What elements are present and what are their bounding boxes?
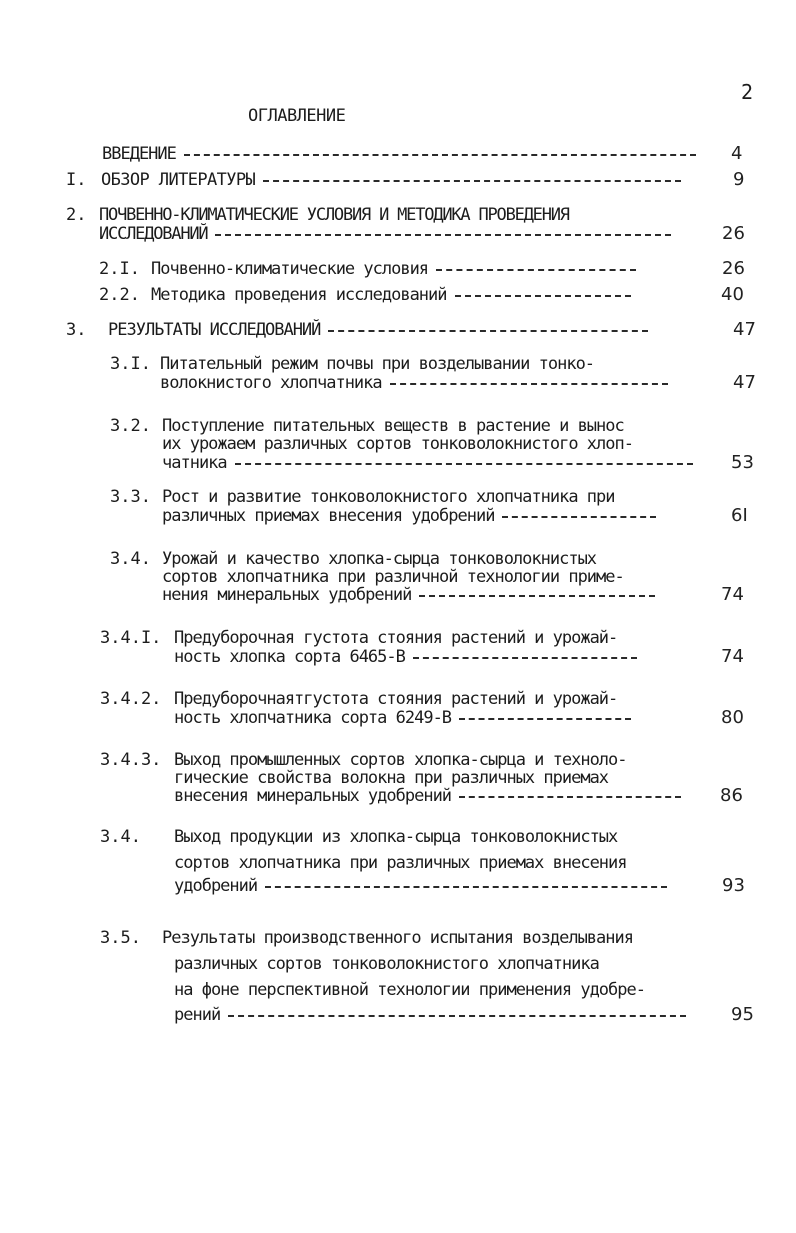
toc-section-number: 3.5. bbox=[100, 928, 141, 948]
toc-entry-title-cont: ность хлопка сорта 6465-В bbox=[174, 647, 405, 667]
leader-dots bbox=[455, 294, 631, 297]
toc-entry-title: Выход промышленных сортов хлопка-сырца и техноло- bbox=[174, 750, 627, 770]
toc-entry-title-cont: их урожаем различных сортов тонковолокнистого хлоп- bbox=[162, 434, 633, 454]
toc-entry-title-cont: волокнистого хлопчатника bbox=[160, 373, 382, 393]
leader-dots bbox=[459, 795, 681, 798]
toc-entry-title-cont: гические свойства волокна при различных приемах bbox=[174, 768, 609, 788]
toc-entry-title-cont: внесения минеральных удобрений bbox=[174, 786, 452, 806]
toc-page-number: 86 bbox=[720, 785, 743, 806]
leader-dots bbox=[390, 382, 668, 385]
toc-entry-title-cont: на фоне перспективной технологии применения удобре- bbox=[174, 980, 645, 1000]
leader-dots bbox=[419, 594, 655, 597]
toc-section-number: 2. bbox=[66, 205, 87, 225]
leader-dots bbox=[328, 329, 648, 332]
toc-page-number: 26 bbox=[722, 258, 745, 279]
toc-section-number: 2.2. bbox=[99, 285, 140, 305]
leader-dots bbox=[263, 179, 681, 182]
toc-entry-title-cont: различных сортов тонковолокнистого хлопчатника bbox=[174, 954, 599, 974]
toc-section-number: 2.I. bbox=[99, 259, 140, 279]
toc-entry-title: Результаты производственного испытания возделывания bbox=[162, 928, 633, 948]
toc-page-number: 74 bbox=[721, 584, 744, 605]
toc-page-number: 95 bbox=[731, 1004, 754, 1025]
toc-section-number: 3.4.I. bbox=[100, 628, 162, 648]
toc-section-number: I. bbox=[66, 170, 87, 190]
toc-section-number: 3.4.2. bbox=[100, 689, 162, 709]
toc-entry-title-cont: сортов хлопчатника при различных приемах внесения bbox=[174, 853, 627, 873]
leader-dots bbox=[436, 268, 636, 271]
toc-section-number: 3.3. bbox=[110, 487, 151, 507]
toc-entry-title: Методика проведения исследований bbox=[151, 285, 447, 305]
toc-entry-title-cont: ность хлопчатника сорта 6249-В bbox=[174, 708, 452, 728]
leader-dots bbox=[184, 153, 696, 156]
toc-entry-title: РЕЗУЛЬТАТЫ ИССЛЕДОВАНИЙ bbox=[108, 320, 321, 340]
leader-dots bbox=[413, 656, 637, 659]
toc-page-number: 53 bbox=[731, 452, 754, 473]
toc-page-number: 4 bbox=[731, 143, 743, 164]
toc-entry-title: Выход продукции из хлопка-сырца тонковолокнистых bbox=[174, 827, 618, 847]
toc-section-number: 3.4.3. bbox=[100, 750, 162, 770]
page-number: 2 bbox=[741, 80, 754, 104]
toc-page-number: 74 bbox=[721, 646, 744, 667]
toc-entry-title: Поступление питательных веществ в растение и вынос bbox=[162, 416, 624, 436]
leader-dots bbox=[215, 233, 671, 236]
leader-dots bbox=[502, 515, 656, 518]
toc-page-number: 40 bbox=[721, 284, 744, 305]
toc-entry-title: Предуборочная густота стояния растений и урожай- bbox=[174, 628, 618, 648]
toc-page-number: 80 bbox=[721, 707, 744, 728]
toc-entry-title-cont: ИССЛЕДОВАНИЙ bbox=[99, 224, 208, 244]
toc-page-number: 6I bbox=[731, 505, 748, 526]
toc-entry-title: ВВЕДЕНИЕ bbox=[102, 144, 176, 164]
toc-page-number: 47 bbox=[733, 372, 756, 393]
toc-entry-title: ПОЧВЕННО-КЛИМАТИЧЕСКИЕ УСЛОВИЯ И МЕТОДИКА ПРОВЕДЕНИЯ bbox=[99, 205, 569, 225]
leader-dots bbox=[235, 462, 693, 465]
toc-entry-title: Рост и развитие тонковолокнистого хлопчатника при bbox=[162, 487, 615, 507]
toc-entry-title-cont: удобрений bbox=[174, 876, 258, 896]
toc-section-number: 3.4. bbox=[110, 549, 151, 569]
toc-page-number: 9 bbox=[733, 169, 745, 190]
leader-dots bbox=[265, 885, 667, 888]
toc-section-number: 3. bbox=[66, 320, 87, 340]
toc-section-number: 3.4. bbox=[100, 827, 141, 847]
toc-entry-title: ОБЗОР ЛИТЕРАТУРЫ bbox=[101, 170, 256, 190]
toc-entry-title: Предуборочнаятгустота стояния растений и урожай- bbox=[174, 689, 618, 709]
toc-entry-title-cont: различных приемах внесения удобрений bbox=[162, 506, 495, 526]
toc-section-number: 3.I. bbox=[110, 354, 151, 374]
page-title: ОГЛАВЛЕНИЕ bbox=[248, 106, 346, 126]
toc-entry-title: Питательный режим почвы при возделывании тонко- bbox=[160, 354, 595, 374]
toc-page-number: 47 bbox=[733, 319, 756, 340]
leader-dots bbox=[459, 717, 631, 720]
leader-dots bbox=[228, 1014, 686, 1017]
toc-entry-title-cont: чатника bbox=[162, 453, 227, 473]
toc-entry-title: Почвенно-климатические условия bbox=[151, 259, 429, 279]
toc-entry-title: Урожай и качество хлопка-сырца тонковолокнистых bbox=[162, 549, 597, 569]
toc-entry-title-cont: нения минеральных удобрений bbox=[162, 585, 412, 605]
toc-page-number: 93 bbox=[722, 875, 745, 896]
toc-page-number: 26 bbox=[722, 223, 745, 244]
toc-section-number: 3.2. bbox=[110, 416, 151, 436]
toc-entry-title-cont: сортов хлопчатника при различной технологии приме- bbox=[162, 567, 624, 587]
toc-entry-title-cont: рений bbox=[174, 1005, 221, 1025]
